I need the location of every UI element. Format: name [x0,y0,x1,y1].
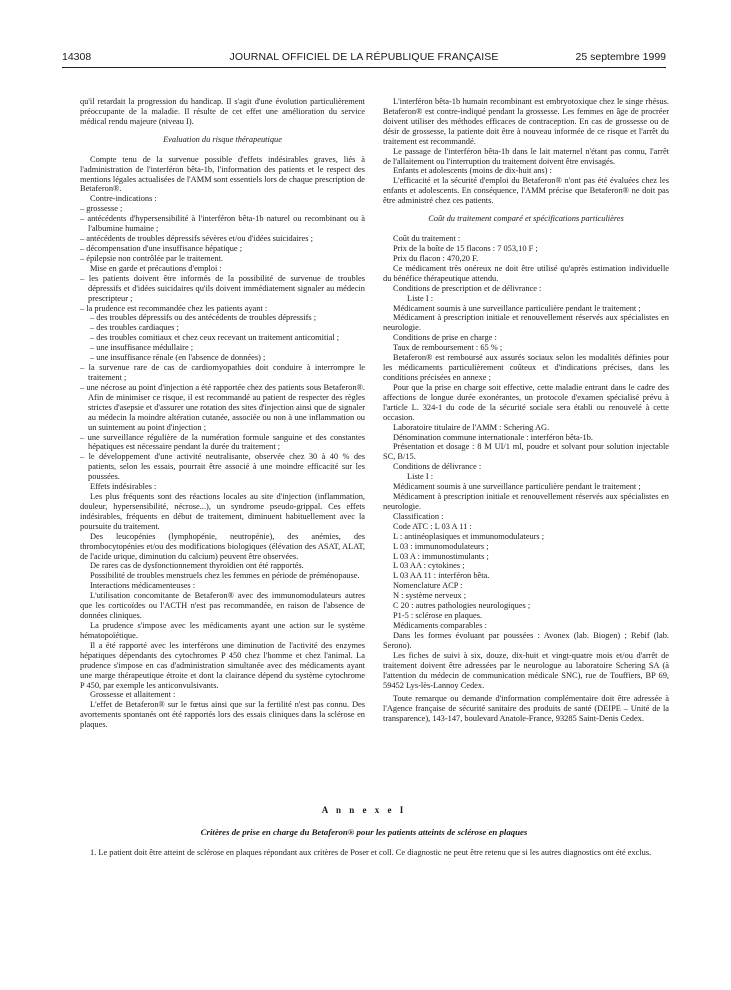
paragraph: Liste I : [407,472,434,482]
annexe-heading: A n n e x e I [321,805,407,815]
list-item: – antécédents d'hypersensibilité à l'interféron bêta-1b naturel ou recombinant ou à l'albumine humaine ; [80,214,365,234]
paragraph: Médicaments comparables : [393,621,487,631]
paragraph: L : antinéoplasiques et immunomodulateurs ; [393,531,545,541]
paragraph: Dénomination commune internationale : interféron bêta-1b. [393,432,594,442]
page-header [62,51,666,65]
paragraph: L'efficacité et la sécurité d'emploi du Betaferon® n'ont pas été évaluées chez les enfants et adolescents. En conséquence, l'AMM précise que Betaferon® ne doit pas être administré chez ces patients. [383,176,669,206]
publication-date: 25 septembre 1999 [575,51,666,63]
paragraph: P1-5 : sclérose en plaques. [393,611,483,621]
paragraph: Classification : [393,511,444,521]
list-item: – la survenue rare de cas de cardiomyopathies doit conduire à interrompre le traitement ; [80,363,365,382]
journal-title: JOURNAL OFFICIEL DE LA RÉPUBLIQUE FRANÇAISE [229,51,499,63]
list-item: – la prudence est recommandée chez les patients ayant : [80,303,268,313]
paragraph: Coût du traitement : [393,234,461,244]
paragraph: L'effet de Betaferon® sur le fœtus ainsi que sur la fertilité n'est pas connu. Des avortements spontanés ont été rapportés lors des essais cliniques dans la sclérose en plaques. [80,700,365,730]
paragraph: Conditions de délivrance : [393,462,482,472]
right-column [383,97,669,724]
paragraph: Contre-indications : [90,194,157,204]
list-item: – des troubles dépressifs ou des antécédents de troubles dépressifs ; [90,313,317,323]
paragraph: Code ATC : L 03 A 11 : [393,521,472,531]
paragraph: Les fiches de suivi à six, douze, dix-huit et vingt-quatre mois et/ou d'arrêt de traitement doivent être adressées par le neurologue au laboratoire Schering SA (à l'attention du médecin de communication médicale SNC), rue de Touffiers, BP 69, 59452 Lys-lès-Lannoy Cedex. [383,650,669,690]
paragraph: Présentation et dosage : 8 M UI/1 ml, poudre et solvant pour solution injectable SC, B/15. [383,442,669,462]
paragraph: L 03 AA : cytokines ; [393,561,465,571]
list-item: – une nécrose au point d'injection a été rapportée chez des patients sous Betaferon®. Afin de minimiser ce risque, il est recommandé au patient de respecter des règles strictes d'asepsie et d'assurer une rotation des sites d'injection ainsi que de signaler au médecin la moindre altération cutanée, associée ou non à une inflammation ou un suintement au point d'injection ; [80,382,365,432]
paragraph: Toute remarque ou demande d'information complémentaire doit être adressée à l'Agence française de sécurité sanitaire des produits de santé (DEIPE – Unité de la transparence), 143-147, boulevard Anatole-France, 93285 Saint-Denis Cedex. [383,694,669,724]
paragraph: L 03 A : immunostimulants ; [393,551,489,561]
page-number: 14308 [62,51,92,63]
section-heading: Evaluation du risque thérapeutique [163,134,282,144]
paragraph: L 03 : immunomodulateurs ; [393,541,489,551]
paragraph: Betaferon® est remboursé aux assurés sociaux selon les modalités définies pour les médicaments particulièrement coûteux et d'indications précises, dans les conditions précisées en annexe ; [383,353,669,382]
paragraph: Nomenclature ACP : [393,581,463,591]
paragraph: Mise en garde et précautions d'emploi : [90,263,222,273]
paragraph: Interactions médicamenteuses : [90,581,196,591]
list-item: – épilepsie non contrôlée par le traitement. [80,253,224,263]
paragraph: Compte tenu de la survenue possible d'effets indésirables graves, liés à l'administration de l'interféron bêta-1b, l'information des patients et le respect des mentions légales actualisées de l'AMM sont essentiels lors de chaque prescription de Betaferon®. [80,154,365,194]
paragraph: Des leucopénies (lymphopénie, neutropénie), des anémies, des thrombocytopénies et/ou des modifications biologiques (élévation des ASAT, ALAT, de l'acide urique, diminution du calcium) peuvent être observées. [80,531,365,561]
list-item: – une insuffisance médullaire ; [90,343,194,353]
list-item: – antécédents de troubles dépressifs sévères et/ou d'idées suicidaires ; [80,234,313,244]
annexe-paragraph: 1. Le patient doit être atteint de sclérose en plaques répondant aux critères de Poser et coll. Ce diagnostic ne peut être retenu que si les autres diagnostics ont été exclus. [90,848,652,857]
list-item: – les patients doivent être informés de la possibilité de survenue de troubles dépressifs et d'idées suicidaires qu'ils doivent immédiatement signaler au médecin prescripteur ; [80,273,365,303]
paragraph: Médicament à prescription initiale et renouvellement réservés aux spécialistes en neurologie. [383,492,669,511]
paragraph: Effets indésirables : [90,482,157,492]
paragraph: Le passage de l'interféron bêta-1b dans le lait maternel n'étant pas connu, l'arrêt de l'allaitement ou l'interruption du traitement doivent être envisagés. [383,146,669,166]
paragraph: De rares cas de dysfonctionnement thyroïdien ont été rapportés. [90,561,304,571]
paragraph: Médicament soumis à une surveillance particulière pendant le traitement ; [393,303,641,313]
paragraph: Grossesse et allaitement : [90,690,176,700]
paragraph: Pour que la prise en charge soit effective, cette maladie entrant dans le cadre des affections de longue durée exonérantes, un protocole d'examen spécialisé prévu à l'article L. 324-1 du code de la sécurité sociale sera établi ou renouvelé à cette occasion. [383,382,669,422]
paragraph: N : système nerveux ; [393,591,467,601]
list-item: – des troubles cardiaques ; [90,323,179,333]
paragraph: Enfants et adolescents (moins de dix-huit ans) : [393,166,552,176]
paragraph: Médicament soumis à une surveillance particulière pendant le traitement ; [393,482,641,492]
header-rule [62,67,666,68]
list-item: – une surveillance régulière de la numération formule sanguine et des constantes hépatiques est nécessaire pendant la durée du traitement ; [80,432,365,452]
paragraph: Les plus fréquents sont des réactions locales au site d'injection (inflammation, douleur, hypersensibilité, nécrose...), un syndrome pseudo-grippal. Ces effets indésirables, fréquents en début de traitement, diminuent habituellement avec la poursuite du traitement. [80,492,365,531]
paragraph: Il a été rapporté avec les interférons une diminution de l'activité des enzymes hépatiques dépendants des cytochromes P 450 chez l'homme et chez l'animal. La prudence s'impose en cas d'administration simultanée avec des médicaments ayant une marge thérapeutique étroite et dont la clairance dépend du système cytochrome P 450, par exemple les anticonvulsivants. [80,640,365,690]
section-heading: Coût du traitement comparé et spécifications particulières [428,214,624,224]
paragraph: Prix du flacon : 470,20 F. [393,253,479,263]
paragraph: L'utilisation concomitante de Betaferon® avec des immunomodulateurs autres que les corticoïdes ou l'ACTH n'est pas recommandée, en raison de l'absence de données cliniques. [80,591,365,621]
annexe-title: Critères de prise en charge du Betaferon® pour les patients atteints de sclérose en plaques [200,827,528,837]
list-item: – décompensation d'une insuffisance hépatique ; [80,243,243,253]
paragraph: L'interféron bêta-1b humain recombinant est embryotoxique chez le singe rhésus. Betaferon® est contre-indiqué pendant la grossesse. Les femmes en âge de procréer doivent utiliser des méthodes efficaces de contraception. En cas de grossesse ou de désir de grossesse, la patiente doit être à nouveau informée de ce risque et l'arrêt du traitement est recommandé. [383,97,669,146]
paragraph: Prix de la boîte de 15 flacons : 7 053,10 F ; [393,243,538,253]
paragraph: Conditions de prise en charge : [393,333,497,343]
paragraph: L 03 AA 11 : interféron bêta. [393,571,490,581]
paragraph: Médicament à prescription initiale et renouvellement réservés aux spécialistes en neurologie. [383,313,669,333]
list-item: – des troubles comitiaux et chez ceux recevant un traitement anticomitial ; [90,333,340,343]
paragraph: qu'il retardait la progression du handicap. Il s'agit d'une évolution particulièrement préoccupante de la maladie. Il résulte de cet effet une amélioration du service médical rendu majeure (niveau I). [80,97,365,126]
paragraph: Liste I : [407,293,434,303]
list-item: – une insuffisance rénale (en l'absence de données) ; [90,353,266,363]
paragraph: Laboratoire titulaire de l'AMM : Schering AG. [393,422,550,432]
paragraph: Taux de remboursement : 65 % ; [393,343,503,353]
paragraph: La prudence s'impose avec les médicaments ayant une action sur le système hématopoïétique. [80,621,365,640]
paragraph: Dans les formes évoluant par poussées : Avonex (lab. Biogen) ; Rebif (lab. Serono). [383,630,669,650]
paragraph: Conditions de prescription et de délivrance : [393,283,542,293]
paragraph: Possibilité de troubles menstruels chez les femmes en période de préménopause. [90,571,360,581]
list-item: – grossesse ; [80,204,123,214]
paragraph: C 20 : autres pathologies neurologiques ; [393,601,531,611]
paragraph: Ce médicament très onéreux ne doit être utilisé qu'après estimation individuelle du bénéfice thérapeutique attendu. [383,263,669,283]
left-column [80,97,365,730]
list-item: – le développement d'une activité neutralisante, observée chez 30 à 40 % des patients, selon les essais, pourrait être associé à une moindre efficacité sur les poussées. [80,452,365,482]
